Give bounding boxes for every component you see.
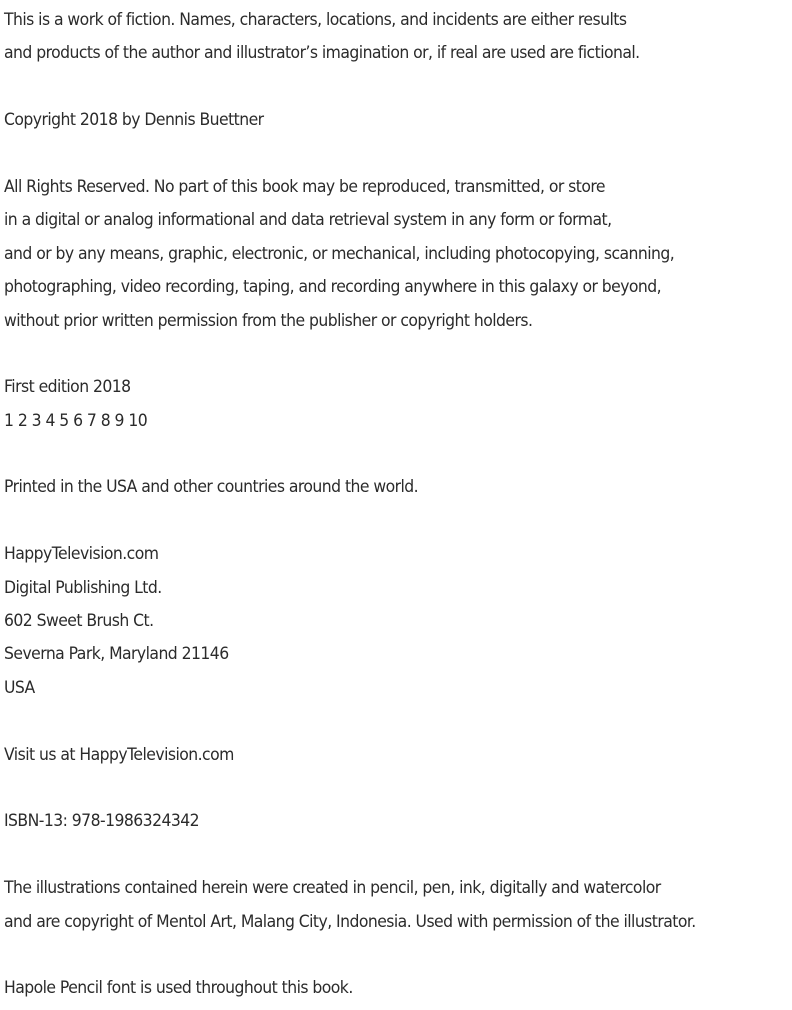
rights-reserved-notice	[4, 171, 727, 338]
copyright-page	[4, 4, 727, 1006]
spacer	[4, 705, 727, 738]
publisher-street: 602 Sweet Brush Ct.	[4, 611, 154, 632]
publisher-name: Digital Publishing Ltd.	[4, 577, 162, 598]
illustrations-line: The illustrations contained herein were created in pencil, pen, ink, digitally and watercolor	[4, 878, 661, 899]
spacer	[4, 505, 727, 538]
fiction-notice	[4, 4, 727, 71]
rights-line: and or by any means, graphic, electronic, or mechanical, including photocopying, scanning,	[4, 243, 675, 264]
rights-line: in a digital or analog informational and data retrieval system in any form or format,	[4, 210, 612, 231]
spacer	[4, 772, 727, 805]
font-note: Hapole Pencil font is used throughout this book.	[4, 978, 353, 999]
visit-line: Visit us at HappyTelevision.com	[4, 744, 234, 765]
spacer	[4, 71, 727, 104]
edition-title: First edition 2018	[4, 377, 131, 398]
printed-location: Printed in the USA and other countries around the world.	[4, 477, 419, 498]
illustrations-line: and are copyright of Mentol Art, Malang City, Indonesia. Used with permission of the illustrator.	[4, 911, 696, 932]
printing-line: 1 2 3 4 5 6 7 8 9 10	[4, 410, 148, 431]
isbn: ISBN-13: 978-1986324342	[4, 811, 200, 832]
publisher-website: HappyTelevision.com	[4, 544, 159, 565]
copyright-line: Copyright 2018 by Dennis Buettner	[4, 110, 264, 131]
illustrations-credit	[4, 872, 727, 939]
publisher-country: USA	[4, 677, 35, 698]
spacer	[4, 138, 727, 171]
publisher-address	[4, 538, 727, 705]
rights-line: All Rights Reserved. No part of this book may be reproduced, transmitted, or store	[4, 176, 605, 197]
publisher-city: Severna Park, Maryland 21146	[4, 644, 229, 665]
rights-line: photographing, video recording, taping, and recording anywhere in this galaxy or beyond,	[4, 277, 662, 298]
rights-line: without prior written permission from the publisher or copyright holders.	[4, 310, 533, 331]
fiction-notice-line: and products of the author and illustrator’s imagination or, if real are used are fictional.	[4, 43, 640, 64]
edition-info	[4, 371, 727, 438]
spacer	[4, 939, 727, 972]
spacer	[4, 338, 727, 371]
spacer	[4, 438, 727, 471]
spacer	[4, 839, 727, 872]
fiction-notice-line: This is a work of fiction. Names, characters, locations, and incidents are either results	[4, 10, 627, 30]
